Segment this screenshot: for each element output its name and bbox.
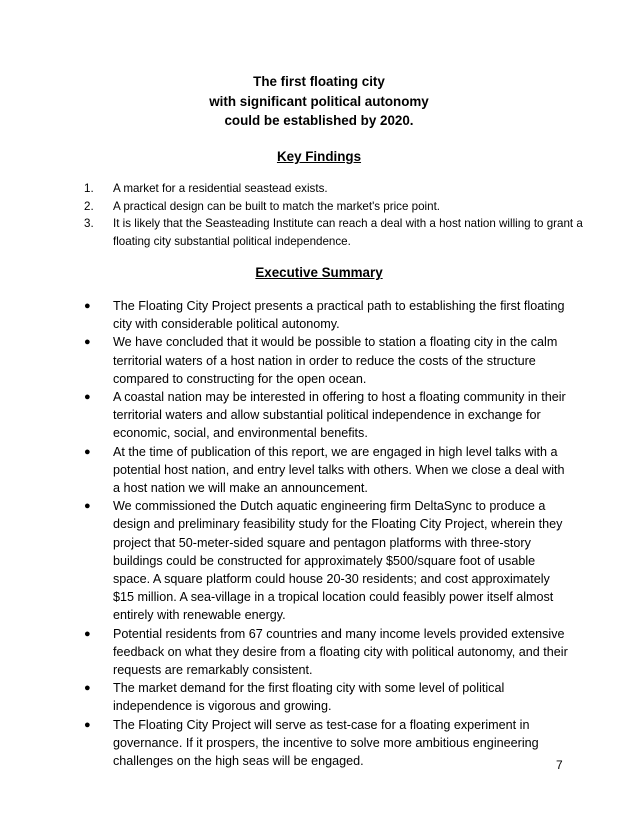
summary-item [84, 625, 574, 680]
bullet-icon: ● [84, 718, 91, 731]
key-finding-item [84, 198, 584, 216]
summary-text: The Floating City Project presents a practical path to establishing the first floating city with considerable political autonomy. [113, 299, 565, 332]
summary-text: The Floating City Project will serve as test-case for a floating experiment in governance. If it prospers, the incentive to solve more ambitious engineering challenges on the high seas will be engaged. [113, 717, 539, 769]
summary-item [84, 297, 574, 333]
key-findings-title: Key Findings [276, 149, 362, 164]
key-finding-item [84, 180, 584, 198]
list-number: 3. [84, 217, 94, 231]
summary-text: At the time of publication of this report, we are engaged in high level talks with a potential host nation, and entry level talks with others. When we close a deal with a host nation we will make an announcement. [113, 444, 565, 496]
page-number: 7 [556, 758, 563, 772]
summary-item [84, 679, 574, 715]
bullet-icon: ● [84, 391, 91, 404]
headline-line-3: could be established by 2020. [224, 113, 414, 128]
executive-summary-title: Executive Summary [255, 265, 383, 280]
bullet-icon: ● [84, 445, 91, 458]
bullet-icon: ● [84, 336, 91, 349]
key-finding-text: A market for a residential seastead exists. [113, 182, 328, 195]
list-number: 1. [84, 182, 94, 195]
summary-text: We have concluded that it would be possible to station a floating city in the calm territorial waters of a host nation in order to reduce the costs of the structure compared to constructing for the open ocean. [113, 335, 558, 386]
executive-summary-list [84, 297, 574, 770]
key-finding-item [84, 215, 584, 250]
summary-text: We commissioned the Dutch aquatic engineering firm DeltaSync to produce a design and preliminary feasibility study for the Floating City Project, wherein they project that 50-meter-sided square and pentagon platforms with three-story buildings could be constructed for approximately $500/square foot of usable space. A square platform could house 20-30 residents; and cost approximately $15 million. A sea-village in a tropical location could feasibly power itself almost entirely with renewable energy. [113, 499, 563, 623]
summary-item [84, 497, 574, 624]
headline-line-2: with significant political autonomy [209, 93, 429, 109]
bullet-icon: ● [84, 682, 91, 695]
bullet-icon: ● [84, 627, 91, 640]
key-findings-list [84, 180, 584, 250]
summary-item [84, 388, 574, 443]
summary-item [84, 443, 574, 498]
headline [0, 72, 638, 131]
summary-text: The market demand for the first floating city with some level of political independence is vigorous and growing. [113, 681, 505, 714]
key-finding-text: A practical design can be built to match the market's price point. [113, 199, 441, 213]
list-number: 2. [84, 199, 94, 213]
key-finding-text: It is likely that the Seasteading Institute can reach a deal with a host nation willing to grant a floating city substantial political independence. [113, 217, 583, 248]
summary-text: Potential residents from 67 countries and many income levels provided extensive feedback on what they desire from a floating city with political autonomy, and their requests are remarkably consistent. [113, 626, 568, 678]
summary-item [84, 716, 574, 771]
summary-text: A coastal nation may be interested in offering to host a floating community in their territorial waters and allow substantial political independence in exchange for economic, social, and environmental benefits. [113, 390, 566, 441]
bullet-icon: ● [84, 300, 91, 312]
bullet-icon: ● [84, 500, 91, 513]
headline-line-1: The first floating city [253, 74, 385, 89]
summary-item [84, 333, 574, 388]
